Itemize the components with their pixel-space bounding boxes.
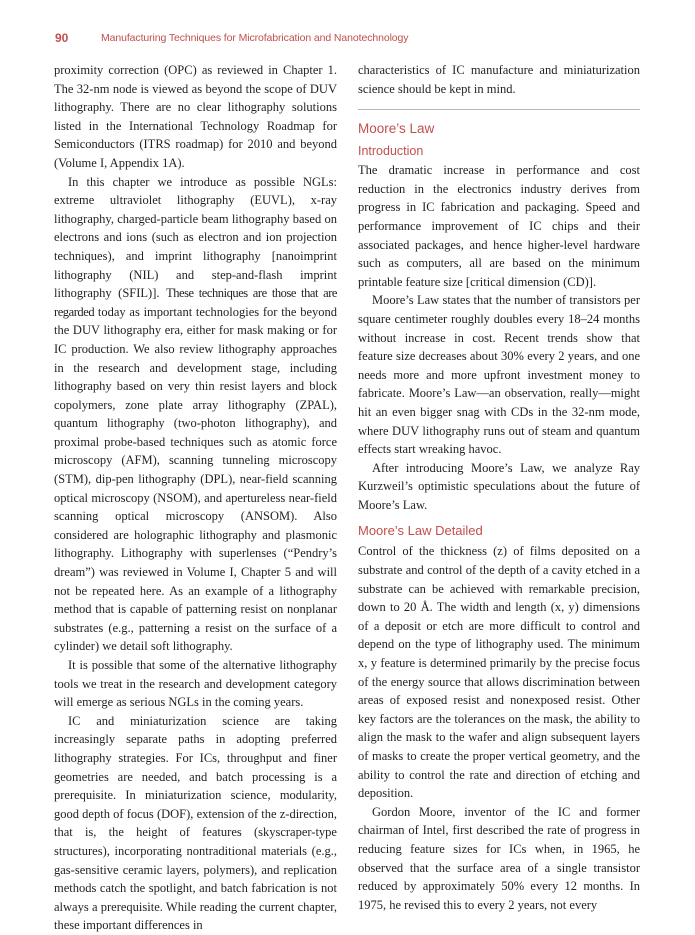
- section-heading-moores-law: Moore’s Law: [358, 121, 435, 137]
- paragraph-intro-3: After introducing Moore’s Law, we analyze Ray Kurzweil’s optimistic speculations about the future of Moore’s Law.: [358, 460, 640, 512]
- section-heading-moores-law-detailed: Moore’s Law Detailed: [358, 523, 483, 539]
- ngl-regarded-text: These techniques are those that are regarded: [54, 286, 338, 319]
- ngl-review-text: today as important technologies for the beyond the DUV lithography era, either for mask making or for IC production. We also review lithography approaches in the research and development stage, including lithography based on very thin resist layers and block copolymers, zone plate array lithography (ZPAL), quantum lithography (two-photon lithography), and proximal probe-based techniques such as atomic force microscopy (AFM), scanning tunneling microscopy (STM), dip-pen lithography (DPL), near-field scanning optical microscopy (NSOM), and apertureless near-field scanning optical microscopy (ANSOM). Also considered are holographic lithography and plasmonic lithography. Lithography with superlenses (“Pendry’s dream”) was reviewed in Volume I, Chapter 5 and will not be repeated here. As an example of a lithography method that is capable of patterning resist on nonplanar substrates (e.g., patterning a resist on the surface of a cylinder) we detail soft lithography.: [54, 304, 338, 654]
- paragraph-detailed-2: Gordon Moore, inventor of the IC and former chairman of Intel, first described the rate of progress in reducing feature sizes for ICs when, in 1965, he observed that the surface area of a single transistor reduced by approximately 50% every 12 months. In 1975, he revised this to every 2 years, not every: [358, 804, 640, 912]
- page-number: 90: [55, 31, 69, 45]
- paragraph-detailed-1: Control of the thickness (z) of films deposited on a substrate and control of the depth of a cavity etched in a substrate can be achieved with remarkable precision, down to 20 Å. The width and length (x, y) dimensions of a deposit or etch are more difficult to control and depend on the type of lithography used. The minimum x, y feature is determined primarily by the precise focus of the energy source that allows discrimination between areas of exposed resist and nonexposed resist. Other key factors are the tolerances on the mask, the ability to align the mask to the wafer and align subsequent layers of masks to create the proper vertical geometry, and the ability to control the rate and direction of etching and deposition.: [358, 544, 640, 801]
- section-divider: [358, 109, 640, 110]
- paragraph-ngl-intro: [54, 173, 337, 656]
- paragraph-continuation: characteristics of IC manufacture and miniaturization science should be kept in mind.: [358, 63, 640, 96]
- page-header: [55, 31, 645, 47]
- ngl-list-text: In this chapter we introduce as possible NGLs: extreme ultraviolet lithography (EUVL), x-ray lithography, charged-particle beam lithography based on electrons and ions (such as electron and ion projection techniques), and imprint lithography [nanoimprint lithography (NIL) and step-and-flash imprint lithography (SFIL)].: [54, 174, 337, 301]
- right-column: [358, 61, 640, 914]
- paragraph-intro-1: The dramatic increase in performance and cost reduction in the electronics industry derives from progress in IC fabrication and packaging. Speed and performance improvement of IC chips and their associated packages, and hence higher-level hardware such as computers, all are based on the minimum printable feature size [critical dimension (CD)].: [358, 163, 640, 289]
- left-column: [54, 61, 337, 935]
- paragraph-opc: proximity correction (OPC) as reviewed in Chapter 1. The 32-nm node is viewed as beyond the scope of DUV lithography. There are no clear lithography solutions listed in the International Technology Roadmap for Semiconductors (ITRS roadmap) for 2010 and beyond (Volume I, Appendix 1A).: [54, 63, 337, 170]
- running-title: Manufacturing Techniques for Microfabrication and Nanotechnology: [101, 32, 409, 44]
- paragraph-alternative-tools: It is possible that some of the alternative lithography tools we treat in the research and development category will emerge as serious NGLs in the coming years.: [54, 658, 337, 710]
- paragraph-ic-vs-miniaturization: IC and miniaturization science are taking increasingly separate paths in adopting preferred lithography strategies. For ICs, throughput and finer geometries are needed, and batch processing is a prerequisite. In miniaturization science, modularity, good depth of focus (DOF), extension of the z-direction, that is, the height of features (skyscraper-type structures), incorporating nontraditional materials (e.g., gas-sensitive ceramic layers, polymers), and replication methods catch the spotlight, and batch fabrication is not always a prerequisite. While reading the current chapter, these important differences in: [54, 713, 337, 933]
- paragraph-intro-2: Moore’s Law states that the number of transistors per square centimeter roughly doubles every 18–24 months without increase in cost. Recent trends show that feature size decreases about 30% every 2 years, and one needs more and more upfront investment money to fabricate. Moore’s Law—an observation, really—might hit an even bigger snag with CDs in the 32-nm mode, where DUV lithography runs out of steam and quantum effects start wreaking havoc.: [358, 293, 640, 457]
- subsection-heading-introduction: Introduction: [358, 144, 424, 159]
